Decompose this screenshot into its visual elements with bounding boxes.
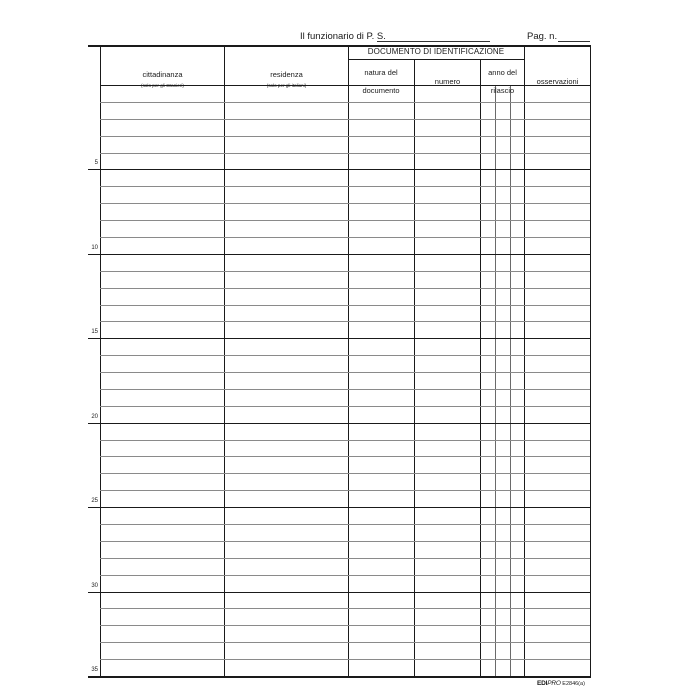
row-rule (88, 592, 590, 593)
anno-digit-divider-2 (510, 85, 511, 676)
row-rule (100, 153, 590, 154)
row-rule (100, 136, 590, 137)
row-rule (88, 338, 590, 339)
row-rule (100, 203, 590, 204)
row-rule (88, 423, 590, 424)
row-rule (100, 305, 590, 306)
row-rule (100, 524, 590, 525)
row-rule (100, 608, 590, 609)
row-rule (100, 558, 590, 559)
header-residenza-label: residenza (270, 70, 303, 79)
row-rule (100, 625, 590, 626)
row-number-label: 35 (91, 667, 98, 673)
row-number-label: 5 (94, 160, 98, 166)
header-anno (481, 62, 524, 99)
row-rule (100, 642, 590, 643)
column-divider-residenza-left (224, 47, 225, 676)
row-rule (88, 169, 590, 170)
row-rule (100, 186, 590, 187)
column-divider-cittadinanza-left (100, 47, 101, 676)
column-divider-right-edge (590, 47, 591, 676)
header-residenza-note: (solo per gli italiani) (266, 83, 307, 89)
row-number-label: 10 (91, 245, 98, 251)
page-number-label: Pag. n. (527, 31, 558, 42)
header-osservazioni-label: osservazioni (536, 77, 579, 86)
header-numero-label: numero (434, 77, 461, 86)
row-rule (100, 372, 590, 373)
table-bottom-rule (88, 676, 591, 678)
header-cittadinanza-note: (solo per gli stranieri) (141, 83, 184, 89)
form-code (537, 680, 585, 687)
row-rule (100, 406, 590, 407)
row-rule (100, 575, 590, 576)
funzionario-label: Il funzionario di P. S. (300, 31, 386, 42)
row-rule (88, 254, 590, 255)
document-group-underline (348, 59, 524, 60)
row-rule (100, 102, 590, 103)
row-rule (100, 490, 590, 491)
row-number-label: 15 (91, 329, 98, 335)
row-rule (100, 355, 590, 356)
row-rule (100, 473, 590, 474)
header-numero (415, 71, 480, 89)
header-cittadinanza (101, 64, 224, 89)
row-rule (100, 119, 590, 120)
row-number-label: 30 (91, 583, 98, 589)
header-natura (354, 62, 408, 99)
header-osservazioni (525, 71, 590, 89)
column-divider-anno-left (480, 59, 481, 676)
row-rule (100, 321, 590, 322)
row-rule (100, 271, 590, 272)
row-rule (100, 456, 590, 457)
row-rule (100, 389, 590, 390)
row-rule (88, 507, 590, 508)
column-divider-numero-left (414, 59, 415, 676)
column-divider-osservazioni-left (524, 47, 525, 676)
row-rule (100, 541, 590, 542)
form-code-label: E2846(a) (562, 681, 585, 687)
header-natura-label: natura del documento (362, 68, 400, 96)
document-group-title: DOCUMENTO DI IDENTIFICAZIONE (367, 47, 505, 56)
header-anno-label: anno del rilascio (488, 68, 517, 96)
header-cittadinanza-label: cittadinanza (142, 70, 183, 79)
publisher-logo: EDIPRO (537, 680, 561, 687)
row-number-label: 25 (91, 498, 98, 504)
row-rule (100, 659, 590, 660)
row-rule (100, 237, 590, 238)
anno-digit-divider-1 (495, 85, 496, 676)
row-rule (100, 288, 590, 289)
row-rule (100, 220, 590, 221)
row-number-label: 20 (91, 414, 98, 420)
header-residenza (225, 64, 348, 89)
column-divider-natura-left (348, 47, 349, 676)
row-rule (100, 440, 590, 441)
